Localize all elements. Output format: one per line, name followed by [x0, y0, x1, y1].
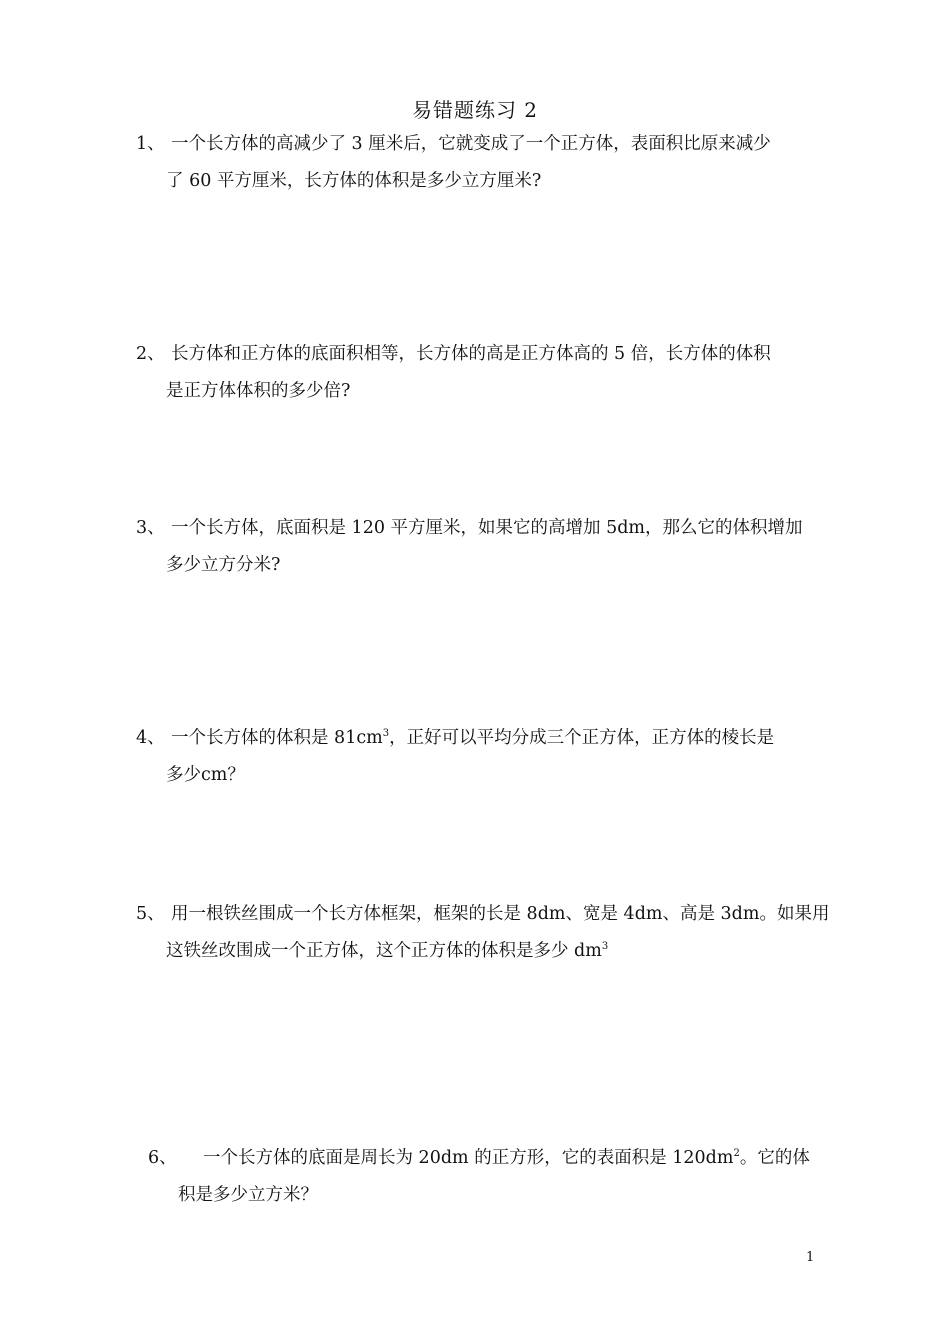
question-text-line-2 [136, 933, 826, 970]
question-text-line-1 [148, 1140, 838, 1177]
worksheet-title: 易错题练习 2 [411, 98, 539, 122]
question-number: 4、 [136, 728, 165, 748]
question-4 [136, 720, 826, 794]
question-text-line-2: 多少立方分米? [166, 555, 281, 575]
question-3 [136, 510, 826, 584]
question-text-segment: ，正好可以平均分成三个正方体，正方体的棱长是 [389, 728, 775, 748]
question-number: 3、 [136, 518, 165, 538]
question-text-segment: 这铁丝改围成一个正方体，这个正方体的体积是多少 dm [166, 941, 602, 961]
question-text-segment: 。它的体 [739, 1148, 810, 1168]
question-text-line-1: 长方体和正方体的底面积相等，长方体的高是正方体高的 5 倍，长方体的体积 [171, 344, 771, 364]
superscript-exponent: 3 [382, 728, 390, 739]
page-number: 1 [806, 1250, 815, 1265]
question-text-line-2: 是正方体体积的多少倍? [166, 381, 351, 401]
superscript-exponent: 3 [601, 941, 609, 952]
question-text-line-2: 积是多少立方米？ [178, 1185, 318, 1205]
question-text-segment: 一个长方体的底面是周长为 20dm 的正方形，它的表面积是 120dm [203, 1148, 734, 1168]
question-text-line-1: 用一根铁丝围成一个长方体框架，框架的长是 8dm、宽是 4dm、高是 3dm。如果用 [171, 904, 830, 924]
question-text-line-2: 了 60 平方厘米，长方体的体积是多少立方厘米? [166, 171, 542, 191]
question-text-line-1 [136, 720, 826, 757]
question-1 [136, 126, 826, 200]
question-5 [136, 896, 830, 970]
question-text-line-1: 一个长方体，底面积是 120 平方厘米，如果它的高增加 5dm，那么它的体积增加 [171, 518, 803, 538]
question-6 [148, 1140, 838, 1214]
question-number: 6、 [148, 1148, 177, 1168]
superscript-exponent: 2 [733, 1148, 740, 1159]
question-number: 5、 [136, 904, 165, 924]
question-number: 1、 [136, 134, 165, 154]
question-number: 2、 [136, 344, 165, 364]
question-text-line-2: 多少cm？ [166, 765, 245, 785]
question-text-segment: 一个长方体的体积是 81cm [171, 728, 383, 748]
question-2 [136, 336, 826, 410]
question-text-line-1: 一个长方体的高减少了 3 厘米后，它就变成了一个正方体，表面积比原来减少 [171, 134, 771, 154]
